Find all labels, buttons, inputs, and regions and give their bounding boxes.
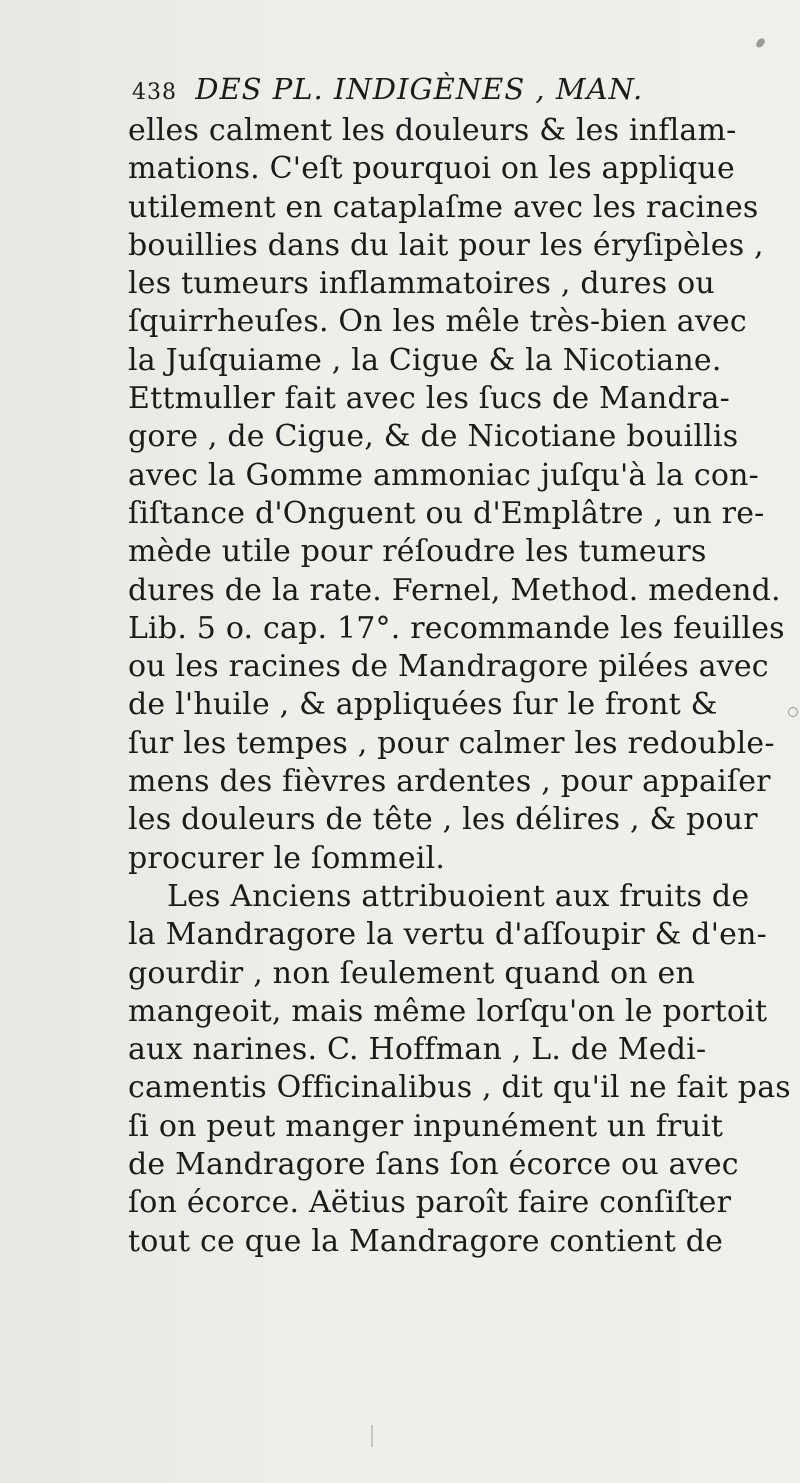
text-line: camentis Officinalibus , dit qu'il ne fait pas (128, 1070, 791, 1106)
text-line: utilement en cataplaſme avec les racines (128, 189, 759, 225)
text-line: de l'huile , & appliquées ſur le front & (128, 687, 718, 723)
text-line: la Mandragore la vertu d'aſſoupir & d'en- (128, 917, 767, 953)
text-line: les tumeurs inflammatoires , dures ou (128, 266, 715, 302)
text-line: de Mandragore ſans ſon écorce ou avec (128, 1147, 739, 1183)
paragraph-start-line: Les Anciens attribuoient aux fruits de (128, 878, 750, 914)
text-line: mangeoit, mais même lorſqu'on le portoit (128, 993, 768, 1029)
page-number: 438 (132, 80, 177, 105)
text-line: dures de la rate. Fernel, Method. medend. (128, 572, 781, 608)
text-line: mations. C'eſt pourquoi on les applique (128, 151, 735, 187)
running-title: DES PL. INDIGÈNES , MAN. (195, 72, 644, 106)
body-text (128, 112, 793, 1261)
text-line: ſi on peut manger inpunément un fruit (128, 1108, 724, 1144)
text-line: gore , de Cigue, & de Nicotiane bouillis (128, 419, 739, 455)
text-line: procurer le ſommeil. (128, 840, 446, 876)
text-line: les douleurs de tête , les délires , & pour (128, 802, 758, 838)
text-line: bouillies dans du lait pour les éryſipèles , (128, 227, 764, 263)
text-line: mens des fièvres ardentes , pour appaiſer (128, 764, 771, 800)
text-line: gourdir , non ſeulement quand on en (128, 955, 696, 991)
paper-crease-mark (371, 1425, 373, 1447)
text-line: mède utile pour réſoudre les tumeurs (128, 534, 707, 570)
text-line: ſon écorce. Aëtius paroît faire conſiſter (128, 1185, 732, 1221)
text-line: ſur les tempes , pour calmer les redouble- (128, 725, 775, 761)
text-line: tout ce que la Mandragore contient de (128, 1223, 724, 1259)
text-line: Ettmuller fait avec les ſucs de Mandra- (128, 381, 730, 417)
text-line: ſiſtance d'Onguent ou d'Emplâtre , un re- (128, 495, 765, 531)
running-header (132, 72, 772, 112)
margin-ring-mark (788, 707, 798, 717)
text-line: aux narines. C. Hoffman , L. de Medi- (128, 1032, 707, 1068)
text-line: ſquirrheuſes. On les mêle très-bien avec (128, 304, 747, 340)
ink-speck (755, 37, 766, 49)
text-line: avec la Gomme ammoniac juſqu'à la con- (128, 457, 759, 493)
text-line: la Juſquiame , la Cigue & la Nicotiane. (128, 342, 722, 378)
text-line: elles calment les douleurs & les inflam- (128, 113, 737, 148)
text-line: Lib. 5 o. cap. 17°. recommande les feuilles (128, 610, 785, 646)
text-line: ou les racines de Mandragore pilées avec (128, 649, 769, 685)
